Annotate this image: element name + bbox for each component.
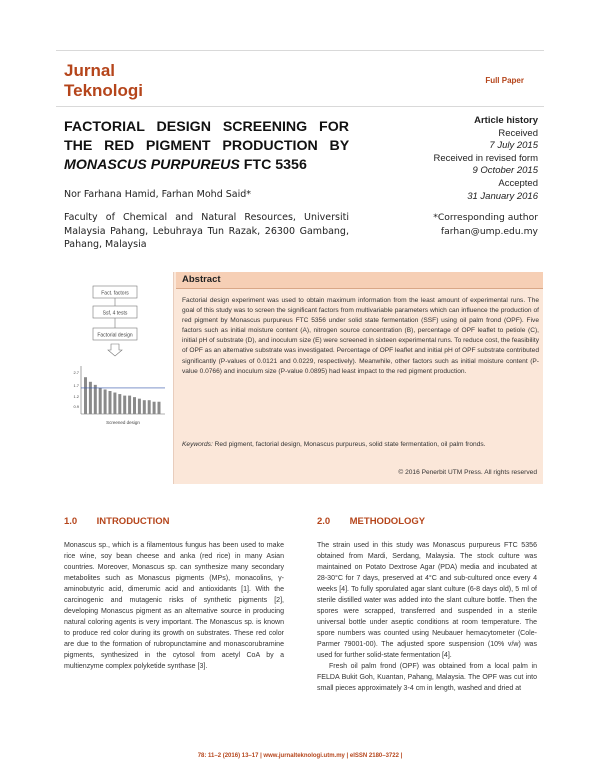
chart-bar-13 xyxy=(143,400,146,414)
chart-bar-3 xyxy=(94,385,97,414)
flow-box-2-text: Ssf, 4 tests xyxy=(102,310,128,317)
journal-logo xyxy=(64,61,143,101)
section-heading-methodology xyxy=(317,516,425,527)
chart-bar-9 xyxy=(123,396,126,414)
paragraph: The strain used in this study was Monascus purpureus FTC 5356 obtained from Mardi, Serdang, Malaysia. The stock culture was maintained on Potato Dextrose Agar (PDA) media and incubated at 28-30°C for 7 days, preserved at 4°C and sub-cultured once every 4 weeks [4]. To fully sporulated agar slant culture (6-8 days old), 5 ml of sterile distilled water was added into the slant culture bottle. Then the spores were scrapped, transferred and suspended in a sterile universal bottle under aseptic conditions at room temperature. The spore numbers was counted using Neubauer hemacytometer (Cole-Parmer 79001-00). The adjusted spore suspension (10% v/w) was used for further solid-state fermentation [4]. xyxy=(317,542,537,659)
revised-date: 9 October 2015 xyxy=(472,165,538,177)
corresponding-email[interactable]: farhan@ump.edu.my xyxy=(440,225,538,237)
introduction-column xyxy=(64,540,284,672)
flow-box-1-text: Fact. factors xyxy=(101,290,129,297)
section-number: 1.0 xyxy=(64,516,78,527)
chart-bar-4 xyxy=(99,388,102,414)
chart-tick-bottom: 0.9 xyxy=(73,404,79,409)
chart-bar-12 xyxy=(138,399,141,414)
journal-name-line1: Jurnal xyxy=(64,61,116,80)
chart-bar-16 xyxy=(158,402,161,414)
history-heading: Article history xyxy=(474,115,538,126)
chart-bars xyxy=(81,377,165,414)
article-history xyxy=(368,115,538,203)
graphical-abstract xyxy=(57,272,174,484)
title-species: MONASCUS PURPUREUS xyxy=(64,157,240,173)
received-date: 7 July 2015 xyxy=(489,140,538,152)
chart-bar-11 xyxy=(133,397,136,414)
chart-tick-mid: 1.7 xyxy=(73,383,79,388)
section-title: INTRODUCTION xyxy=(96,516,170,527)
chart-bar-2 xyxy=(89,382,92,414)
chart-bar-7 xyxy=(113,393,116,414)
chart-bar-14 xyxy=(148,400,151,414)
title-line1: FACTORIAL DESIGN SCREENING FOR THE RED PIGMENT PRODUCTION BY xyxy=(64,119,349,154)
article-title xyxy=(64,118,349,175)
flow-box-3-text: Factorial design xyxy=(97,332,133,339)
chart-bar-1 xyxy=(84,377,87,414)
abstract-box xyxy=(57,272,543,484)
chart-bar-5 xyxy=(104,389,107,414)
corresponding-label: *Corresponding author xyxy=(433,212,538,223)
keywords-text: Red pigment, factorial design, Monascus purpureus, solid state fermentation, oil palm fronds. xyxy=(214,441,486,448)
copyright: © 2016 Penerbit UTM Press. All rights reserved xyxy=(398,469,537,476)
page-footer: 78: 11–2 (2016) 13–17 | www.jurnalteknologi.utm.my | eISSN 2180–3722 | xyxy=(197,753,403,759)
paragraph: Monascus sp., which is a filamentous fungus has been used to make rice wine, soy bean cheese and anka (red rice) in many Asian countries. Moreover, Monascus sp. can synthesize many secondary metabolites such as Monascus pigments (MPs), monacolins, γ-aminobutyric acid, dimerumic acid and antioxidants [1]. With the carcinogenic and mutagenic risks of synthetic pigments [2], developing Monascus pigment as an alternative source in producing natural coloring agents is very important. The Monascus sp. is known to produce red color during its growth on substrates. These red color are due to the formation of rubropunctamine and monascorubramine pigments, synthesized in the cytosol from acetyl CoA by a multienzyme complex polyketide synthase [3]. xyxy=(64,542,284,670)
affiliation: Faculty of Chemical and Natural Resources, Universiti Malaysia Pahang, Lebuhraya Tun Razak, 26300 Gambang, Pahang, Malaysia xyxy=(64,212,349,250)
paragraph: Fresh oil palm frond (OPF) was obtained from a local palm in FELDA Bukit Goh, Kuantan, Pahang, Malaysia. The OPF was cut into small pieces approximately 3-4 cm in length, washed and dried at xyxy=(317,663,537,692)
revised-label: Received in revised form xyxy=(433,152,538,164)
keywords xyxy=(182,440,539,450)
accepted-date: 31 January 2016 xyxy=(467,190,538,202)
accepted-label: Accepted xyxy=(498,177,538,189)
flow-arrow-down-icon xyxy=(108,344,122,356)
chart-bar-10 xyxy=(128,396,131,414)
journal-name-line2: Teknologi xyxy=(64,81,144,100)
abstract-header xyxy=(176,272,543,289)
methodology-column xyxy=(317,540,537,694)
corresponding-author xyxy=(433,211,538,238)
received-label: Received xyxy=(498,127,538,139)
chart-tick-low: 1.2 xyxy=(73,394,79,399)
chart-bar-8 xyxy=(118,394,121,414)
paper-type: Full Paper xyxy=(485,76,524,85)
chart-tick-top: 2.7 xyxy=(73,370,79,375)
chart-bar-15 xyxy=(153,402,156,414)
masthead xyxy=(56,50,544,107)
title-strain: FTC 5356 xyxy=(243,157,307,173)
authors: Nor Farhana Hamid, Farhan Mohd Said* xyxy=(64,189,252,200)
abstract-heading: Abstract xyxy=(182,274,221,285)
section-number: 2.0 xyxy=(317,516,331,527)
chart-x-label: Screened design xyxy=(106,420,140,425)
abstract-text: Factorial design experiment was used to obtain maximum information from the least amount of experimental runs. The goal of this study was to screen the significant factors from multivariable parameters which can influence the production of red pigment by Monascus purpureus FTC 5356 under solid state fermentation (SSF) using oil palm frond (OPF). Five factors such as initial moisture content (A), nitrogen source concentration (B), percentage of OPF leaflet to petiole (C), initial pH of substrate (D), and inoculum size (E) were screened in sixteen experimental runs. To reduce cost, the feasibility of OPF as an alternative substrate was investigated. Percentage of OPF leaflet and initial pH of OPF substrate contributed significantly (P-values of 0.0121 and 0.0229, respectively). Meanwhile, other factors such as initial moisture content (P- value 0.0766) and inoculum size (P-value 0.0895) had least impact to the red pigment production. xyxy=(182,297,539,375)
keywords-label: Keywords: xyxy=(182,441,213,448)
section-title: METHODOLOGY xyxy=(349,516,426,527)
section-heading-introduction xyxy=(64,516,169,527)
chart-bar-6 xyxy=(109,391,112,414)
graphical-abstract-svg xyxy=(57,272,174,484)
